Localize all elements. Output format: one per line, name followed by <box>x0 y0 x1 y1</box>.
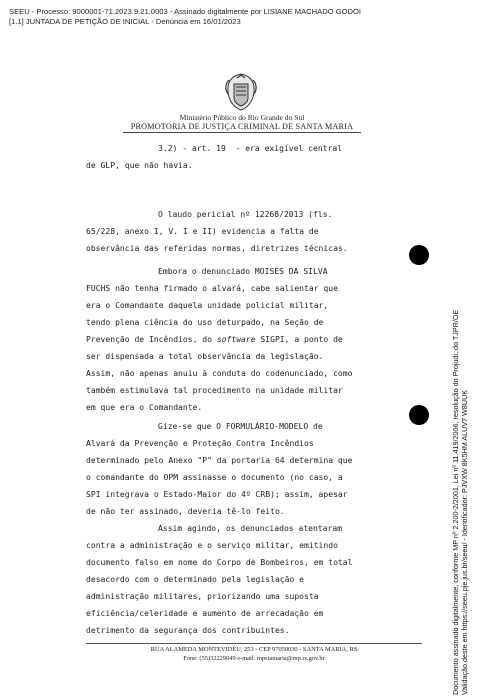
signature-sidebar <box>451 95 485 695</box>
text-line: era o Comandante daquela unidade policial militar, <box>86 301 329 310</box>
paragraph-3 <box>86 263 422 416</box>
paragraph-2 <box>86 206 422 257</box>
system-header <box>9 7 429 27</box>
text-line: documento falso em nome do Corpo de Bombeiros, em total <box>86 558 353 567</box>
text-line: ser dispensada a total observância da legislação. <box>86 352 324 361</box>
text-line: desacordo com o determinado pela legislação e <box>86 575 305 584</box>
system-header-line-1: SEEU - Processo: 9000001-71.2023.9.21.0003 - Assinado digitalmente por LISIANE MACHADO GODOI <box>9 7 362 16</box>
text-line: de não ter assinado, deveria tê-lo feito. <box>86 507 285 516</box>
promotoria-name: PROMOTORIA DE JUSTIÇA CRIMINAL DE SANTA MARIA <box>130 122 354 131</box>
letterhead <box>120 113 364 132</box>
signature-sidebar-line-1: Documento assinado digitalmente, conforme MP nº 2.200-2/2001, Lei nº 11.419/2006, resolução do Projudi, do TJPR/OE <box>451 309 460 695</box>
text-line: Alvará da Prevenção e Proteção Contra Incêndios <box>86 439 314 448</box>
letterhead-divider <box>123 132 361 133</box>
text-line: detrimento da segurança dos contribuintes. <box>86 626 290 635</box>
text-fragment: SIGPI, a ponto de <box>255 335 343 344</box>
signature-sidebar-line-2: Validação deste em https://seeu.pje.jus.br/seeu/ - Identificador: PJVXW 8K5HM ALUV7 W8UUK <box>460 389 469 695</box>
paragraph-5 <box>86 520 422 639</box>
signature-sidebar-text <box>451 95 469 695</box>
footer <box>86 645 422 663</box>
text-line: FUCHS não tenha firmado o alvará, cabe salientar que <box>86 284 338 293</box>
text-line: administração militares, priorizando uma suposta <box>86 592 319 601</box>
footer-address: RUA ALAMEDA MONTEVIDÉU, 253 - CEP 97050030 - SANTA MARIA, RS <box>150 646 358 653</box>
text-line: 3.2) - art. 19 - era exigível central <box>158 144 343 153</box>
text-line: determinado pelo Anexo "P" da portaria 64 determina que <box>86 456 353 465</box>
text-line: observância das referidas normas, diretrizes técnicas. <box>86 244 348 253</box>
text-line: tendo plena ciência do uso deturpado, na Seção de <box>86 318 324 327</box>
punch-hole-dot <box>409 245 429 265</box>
ministry-name: Ministério Público do Rio Grande do Sul <box>179 113 305 122</box>
text-line: O laudo pericial nº 12268/2013 (fls. <box>158 210 333 219</box>
footer-divider <box>86 643 422 644</box>
italic-term: software <box>216 335 256 344</box>
text-line: de GLP, que não havia. <box>86 161 193 170</box>
text-line: Embora o denunciado MOISÉS DA SILVA <box>158 267 328 276</box>
coat-of-arms-icon <box>223 72 259 112</box>
text-line: Gize-se que O FORMULÁRIO-MODELO de <box>158 422 323 431</box>
text-fragment: Prevenção de Incêndios, do <box>86 335 217 344</box>
text-line: contra a administração e o serviço militar, emitindo <box>86 541 338 550</box>
paragraph-1 <box>86 140 422 174</box>
text-line: Assim, não apenas anuiu à conduta do codenunciado, como <box>86 369 353 378</box>
text-line: também estimulava tal procedimento na unidade militar <box>86 386 343 395</box>
text-line: Assim agindo, os denunciados atentaram <box>158 524 343 533</box>
text-line: SPI integrava o Estado-Maior do 4º CRB); assim, apesar <box>86 490 348 499</box>
text-line <box>86 331 422 348</box>
punch-hole-dot <box>409 405 429 425</box>
text-line: eficiência/celeridade e aumento de arrecadação em <box>86 609 324 618</box>
system-header-line-2: [1.1] JUNTADA DE PETIÇÃO DE INICIAL - Denúncia em 16/01/2023 <box>9 17 241 26</box>
footer-contact: Fone: (55)32229049 e-mail: mpstamaria@mp.rs.gov.br <box>183 655 325 662</box>
paragraph-4 <box>86 418 422 520</box>
text-line: 65/228, anexo I, V. I e II) evidencia a falta de <box>86 227 319 236</box>
text-line: em que era o Comandante. <box>86 403 203 412</box>
text-line: o comandante do OPM assinasse o documento (no caso, a <box>86 473 343 482</box>
